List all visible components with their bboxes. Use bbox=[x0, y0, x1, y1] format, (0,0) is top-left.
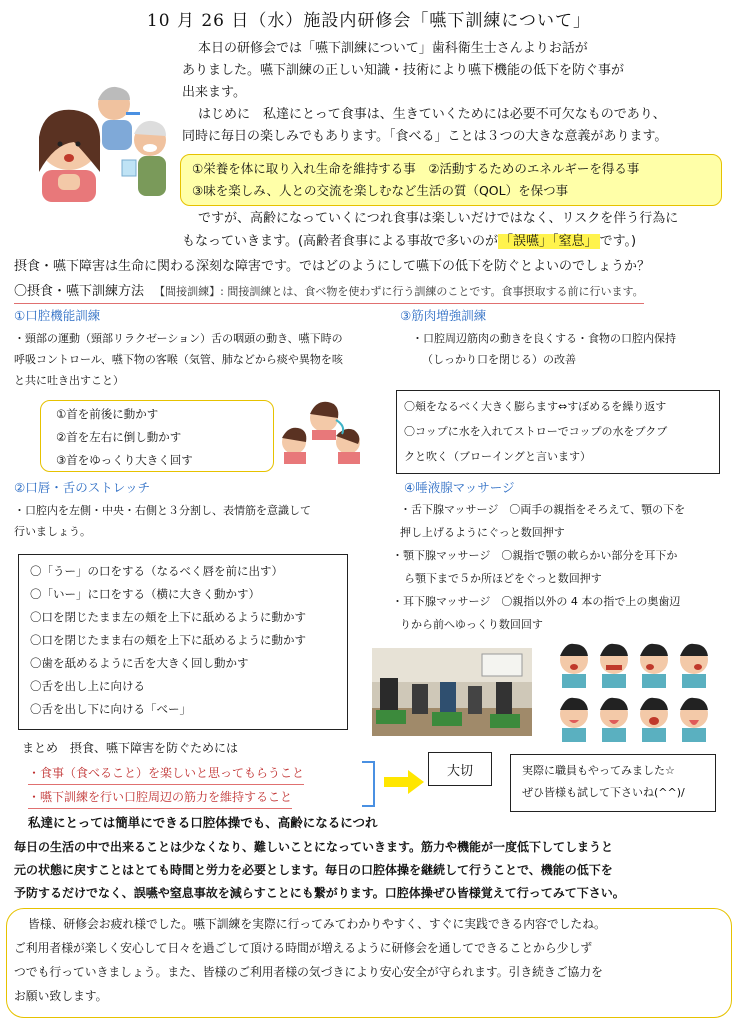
muscle-exercise-item: クと吹く（ブローイングと言います） bbox=[404, 450, 591, 463]
stretch-item: 〇舌を出し上に向ける bbox=[30, 679, 145, 693]
section3-desc: （しっかり口を閉じる）の改善 bbox=[422, 353, 576, 366]
risk-line: ですが、高齢になっていくにつれ食事は楽しいだけではなく、リスクを伴う行為に bbox=[198, 211, 679, 226]
summary-point: ・嚥下訓練を行い口腔周辺の筋力を維持すること bbox=[28, 787, 292, 809]
stretch-item: 〇舌を出し下に向ける「べー」 bbox=[30, 702, 191, 716]
saliva-massage-line: 押し上げるようにぐっと数回押す bbox=[400, 526, 565, 539]
muscle-exercise-item: 〇コップに水を入れてストローでコップの水をブクブ bbox=[404, 425, 668, 438]
saliva-massage-line: りから前へゆっくり数回回す bbox=[400, 618, 543, 631]
method-label: 〇摂食・嚥下訓練方法 bbox=[14, 284, 145, 299]
stretch-item: 〇「いー」に口をする（横に大きく動かす） bbox=[30, 587, 260, 601]
staff-note-line: ぜひ皆様も試して下さいね(^^)/ bbox=[522, 786, 685, 799]
risk-line: もなっていきます。(高齢者食事による事故で多いのが bbox=[182, 234, 499, 249]
disorder-line: 摂食・嚥下障害は生命に関わる深刻な障害です。ではどのようにして嚥下の低下を防ぐとよいのでしょうか？ bbox=[14, 259, 650, 274]
section3-heading: ③筋肉増強訓練 bbox=[400, 308, 487, 323]
intro-line: 同時に毎日の楽しみでもあります。「食べる」ことは３つの大きな意義があります。 bbox=[182, 129, 668, 144]
neck-exercise-illustration bbox=[268, 396, 368, 472]
meaning-line: ③味を楽しみ、人との交流を楽しむなど生活の質（QOL）を保つ事 bbox=[192, 183, 569, 198]
section2-heading: ②口唇・舌のストレッチ bbox=[14, 480, 151, 495]
section2-desc: ・口腔内を左側・中央・右側と３分割し、表情筋を意識して bbox=[14, 504, 311, 517]
staff-note-line: 実際に職員もやってみました☆ bbox=[522, 764, 675, 777]
section4-heading: ④唾液腺マッサージ bbox=[404, 480, 515, 495]
stretch-item: 〇歯を舐めるように舌を大きく回し動かす bbox=[30, 656, 249, 670]
section2-desc: 行いましょう。 bbox=[14, 525, 91, 538]
neck-exercise-item: ②首を左右に倒し動かす bbox=[56, 430, 182, 444]
section1-desc: と共に吐き出すこと） bbox=[14, 374, 124, 387]
arrow-right-icon bbox=[384, 770, 424, 794]
risk-line-end: です。) bbox=[599, 234, 637, 249]
intro-line: ありました。嚥下訓練の正しい知識・技術により嚥下機能の低下を防ぐ事が bbox=[182, 63, 625, 78]
saliva-massage-line: ・顎下腺マッサージ 〇親指で顎の軟らかい部分を耳下か bbox=[392, 549, 678, 562]
closing-line: 皆様、研修会お疲れ様でした。嚥下訓練を実際に行ってみてわかりやすく、すぐに実践できる内容でしたね。 bbox=[28, 917, 606, 931]
risk-highlight: 「誤嚥」「窒息」 bbox=[500, 234, 598, 249]
mouth-exercise-faces-illustration bbox=[556, 640, 716, 744]
stretch-item: 〇口を閉じたまま右の頬を上下に舐めるように動かす bbox=[30, 633, 306, 647]
intro-line: はじめに 私達にとって食事は、生きていくためには必要不可欠なものであり、 bbox=[198, 107, 666, 122]
closing-line: つでも行っていきましょう。また、皆様のご利用者様の気づきにより安心安全が守られます。引き続きご協力を bbox=[14, 965, 603, 979]
closing-line: お願い致します。 bbox=[14, 989, 108, 1003]
section3-desc: ・口腔周辺筋肉の動きを良くする・食物の口腔内保持 bbox=[412, 332, 676, 345]
closing-line: ご利用者様が楽しく安心して日々を過ごして頂ける時間が増えるように研修会を通してできることから少しず bbox=[14, 941, 593, 955]
staff-training-photo bbox=[372, 648, 532, 736]
intro-line: 出来ます。 bbox=[182, 85, 246, 100]
neck-exercise-item: ③首をゆっくり大きく回す bbox=[56, 453, 193, 467]
muscle-exercise-item: 〇頬をなるべく大きく膨らます⇔すぼめるを繰り返す bbox=[404, 400, 667, 413]
bracket-icon bbox=[358, 760, 382, 808]
section1-desc: 呼吸コントロール、嚥下物の客喉（気管、肺などから痰や異物を咳 bbox=[14, 353, 343, 366]
saliva-massage-line: ・耳下腺マッサージ 〇親指以外の 4 本の指で上の奥歯辺 bbox=[392, 595, 681, 608]
important-label: 大切 bbox=[446, 764, 473, 779]
stretch-item: 〇口を閉じたまま左の頬を上下に舐めるように動かす bbox=[30, 610, 306, 624]
meaning-line: ①栄養を体に取り入れ生命を維持する事 ②活動するためのエネルギーを得る事 bbox=[192, 161, 640, 176]
method-desc: 【間接訓練】: 間接訓練とは、食べ物を使わずに行う訓練のことです。食事摂取する前に行います。 bbox=[154, 285, 644, 298]
page-title: 10 月 26 日（水）施設内研修会「嚥下訓練について」 bbox=[146, 11, 592, 31]
body-line: 毎日の生活の中で出来ることは少なくなり、難しいことになっていきます。筋力や機能が一度低下してしまうと bbox=[14, 840, 614, 854]
body-line: 私達にとっては簡単にできる口腔体操でも、高齢になるにつれ bbox=[28, 815, 378, 830]
elderly-brushing-teeth-illustration bbox=[14, 82, 184, 202]
neck-exercise-item: ①首を前後に動かす bbox=[56, 407, 159, 421]
body-line: 元の状態に戻すことはとても時間と労力を必要とします。毎日の口腔体操を継続して行うことで、機能の低下を bbox=[14, 863, 613, 877]
body-line: 予防するだけでなく、誤嚥や窒息事故を減らすことにも繋がります。口腔体操ぜひ皆様覚えて行ってみて下さい。 bbox=[14, 886, 625, 900]
intro-line: 本日の研修会では「嚥下訓練について」歯科衛生士さんよりお話が bbox=[198, 41, 588, 56]
summary-point: ・食事（食べること）を楽しいと思ってもらうこと bbox=[28, 763, 304, 785]
stretch-item: 〇「うー」の口をする（なるべく唇を前に出す） bbox=[30, 564, 283, 578]
section1-heading: ①口腔機能訓練 bbox=[14, 308, 101, 323]
saliva-massage-line: ・舌下腺マッサージ 〇両手の親指をそろえて、顎の下を bbox=[400, 503, 686, 516]
summary-lead: まとめ 摂食、嚥下障害を防ぐためには bbox=[22, 741, 239, 755]
section1-desc: ・頸部の運動（頸部リラクゼーション）舌の咽頭の動き、嚥下時の bbox=[14, 332, 343, 345]
saliva-massage-line: ら顎下まで５か所ほどをぐっと数回押す bbox=[404, 572, 602, 585]
